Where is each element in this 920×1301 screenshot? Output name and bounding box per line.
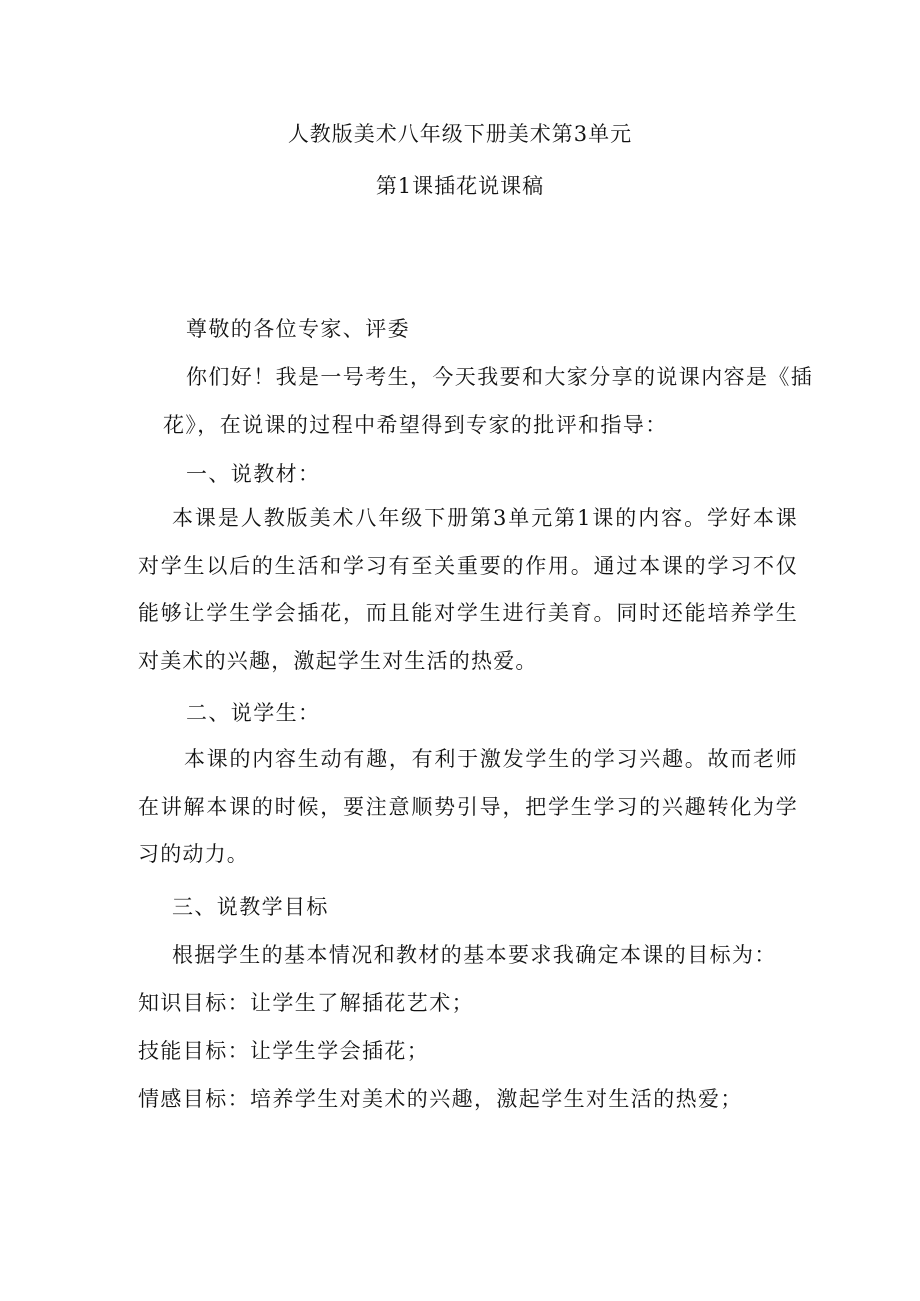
goal-skill: 技能目标：让学生学会插花； bbox=[138, 1039, 430, 1063]
section2-heading: 二、说学生： bbox=[186, 701, 321, 725]
goal-emotion: 情感目标：培养学生对美术的兴趣，激起学生对生活的热爱； bbox=[138, 1087, 743, 1111]
section1-heading: 一、说教材： bbox=[186, 462, 321, 486]
goal-knowledge: 知识目标：让学生了解插花艺术； bbox=[138, 991, 474, 1015]
document-title-line1: 人教版美术八年级下册美术第3单元 bbox=[287, 122, 633, 146]
salutation: 尊敬的各位专家、评委 bbox=[186, 317, 410, 341]
section3-intro: 根据学生的基本情况和教材的基本要求我确定本课的目标为： bbox=[172, 943, 777, 967]
document-title-line2: 第1课插花说课稿 bbox=[375, 174, 545, 198]
section2-body: 本课的内容生动有趣，有利于激发学生的学习兴趣。故而老师在讲解本课的时候，要注意顺势引导，把学生学习的兴趣转化为学习的动力。 bbox=[138, 747, 798, 866]
section3-heading: 三、说教学目标 bbox=[172, 895, 329, 919]
greeting-line1: 你们好！我是一号考生，今天我要和大家分享的说课内容是《插 bbox=[186, 365, 814, 389]
section1-body: 本课是人教版美术八年级下册第3单元第1课的内容。学好本课对学生以后的生活和学习有至关重要的作用。通过本课的学习不仅能够让学生学会插花，而且能对学生进行美育。同时还能培养学生对美术的兴趣，激起学生对生活的热爱。 bbox=[138, 506, 798, 673]
greeting-line2: 花》，在说课的过程中希望得到专家的批评和指导： bbox=[163, 413, 668, 437]
